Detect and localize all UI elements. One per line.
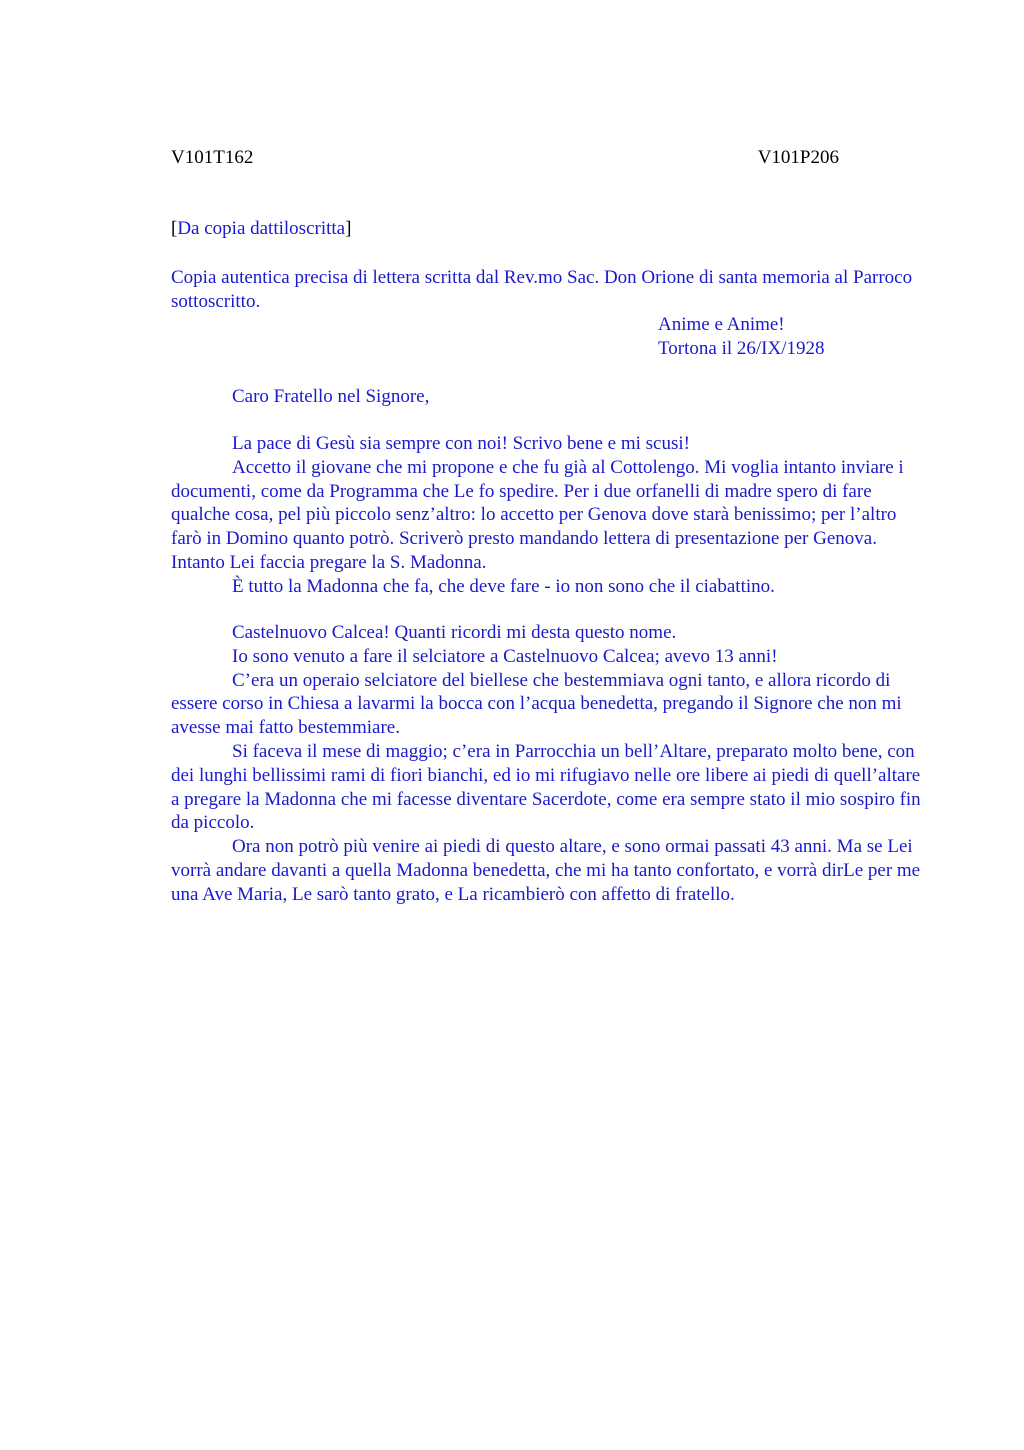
paragraph: Ora non potrò più venire ai piedi di questo altare, e sono ormai passati 43 anni. Ma se Lei vorrà andare davanti a quella Madonna benedetta, che mi ha tanto confortato, e vorrà dirLe per me una Ave Maria, Le sarò tanto grato, e La ricambierò con affetto di fratello. — [171, 836, 921, 905]
code-left: V101T162 — [171, 147, 254, 168]
paragraph: È tutto la Madonna che fa, che deve fare - io non sono che il ciabattino. — [232, 575, 775, 597]
paragraph: Castelnuovo Calcea! Quanti ricordi mi desta questo nome. — [232, 622, 677, 643]
letter-salutation: Caro Fratello nel Signore, — [232, 386, 430, 407]
letter-header — [658, 313, 824, 361]
letter-motto: Anime e Anime! — [658, 314, 785, 335]
paragraph: Si faceva il mese di maggio; c’era in Parrocchia un bell’Altare, preparato molto bene, con dei lunghi bellissimi rami di fiori bianchi, ed io mi rifugiavo nelle ore libere ai piedi di quell’altare a pregare la Madonna che mi facesse diventare Sacerdote, come era sempre stato il mio sospiro fin da piccolo. — [171, 740, 921, 834]
letter-place-date: Tortona il 26/IX/1928 — [658, 338, 825, 359]
code-right: V101P206 — [757, 147, 839, 168]
intro-paragraph: Copia autentica precisa di lettera scritta dal Rev.mo Sac. Don Orione di santa memoria al Parroco sottoscritto. — [171, 267, 913, 312]
source-note-text: Da copia dattiloscritta — [177, 218, 346, 239]
source-note — [171, 217, 351, 241]
paragraph: C’era un operaio selciatore del biellese che bestemmiava ogni tanto, e allora ricordo di essere corso in Chiesa a lavarmi la bocca con l’acqua benedetta, pregando il Signore che non mi avesse mai fatto bestemmiare. — [171, 669, 902, 739]
close-bracket: ] — [345, 218, 352, 239]
paragraph: Accetto il giovane che mi propone e che fu già al Cottolengo. Mi voglia intanto inviare i documenti, come da Programma che Le fo spedire. Per i due orfanelli di madre spero di fare qualche cosa, pel più piccolo senz’altro: lo accetto per Genova dove starà benissimo; per l’altro farò in Domino quanto potrò. Scriverò presto mandando lettera di presentazione per Genova. Intanto Lei faccia pregare la S. Madonna. — [171, 456, 904, 573]
paragraph: Io sono venuto a fare il selciatore a Castelnuovo Calcea; avevo 13 anni! — [232, 645, 778, 667]
letter-body-section-1 — [171, 432, 931, 599]
letter-body-section-2 — [171, 621, 931, 907]
paragraph: La pace di Gesù sia sempre con noi! Scrivo bene e mi scusi! — [232, 433, 690, 454]
open-bracket: [ — [171, 218, 178, 239]
